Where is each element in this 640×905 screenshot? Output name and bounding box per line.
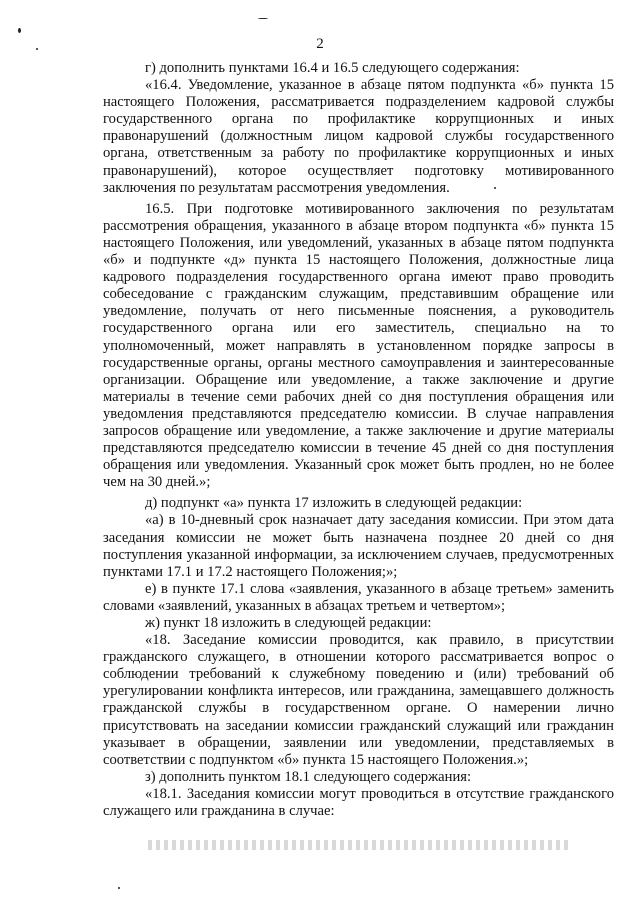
paragraph-a: «а) в 10-дневный срок назначает дату заседания комиссии. При этом дата заседания комиссии не может быть назначена позднее 20 дней со дня поступления указанной информации, за исключением случаев, предусмотренных пунктами 17.1 и 17.2 настоящего Положения;»; <box>103 512 614 580</box>
paragraph-18-1: «18.1. Заседания комиссии могут проводиться в отсутствие гражданского служащего или гражданина в случае: <box>103 785 614 820</box>
paragraph-e: е) в пункте 17.1 слова «заявления, указанного в абзаце третьем» заменить словами «заявлений, указанных в абзацах третьем и четвертом»; <box>103 580 614 614</box>
scan-speck <box>258 18 268 19</box>
scan-speck <box>18 28 21 33</box>
paragraph-z: з) дополнить пунктом 18.1 следующего содержания: <box>145 768 472 785</box>
paragraph-16-5: 16.5. При подготовке мотивированного заключения по результатам рассмотрения обращения, указанного в абзаце втором подпункта «б» пункта 15 настоящего Положения, или уведомлений, указанных в абзаце пятом подпункта «б» и подпункте «д» пункта 15 настоящего Положения, должностные лица кадрового подразделения государственного органа имеют право проводить собеседование с гражданским служащим, представившим обращение или уведомление, получать от него письменные пояснения, а руководитель государственного органа или его заместитель, специально на то уполномоченный, может направлять в установленном порядке запросы в государственные органы, органы местного самоуправления и заинтересованные организации. Обращение или уведомление, а также заключение и другие материалы в течение семи рабочих дней со дня поступления обращения или уведомления представляются председателю комиссии. В случае направления запросов обращение или уведомление, а также заключение и другие материалы представляются председателю комиссии в течение 45 дней со дня поступления обращения или уведомления. Указанный срок может быть продлен, но не более чем на 30 дней.»; <box>103 200 614 491</box>
paragraph-zh: ж) пункт 18 изложить в следующей редакции: <box>145 615 432 631</box>
scan-speck <box>118 887 120 889</box>
cut-off-text-line <box>148 840 568 850</box>
page-number: 2 <box>316 36 324 52</box>
paragraph-18: «18. Заседание комиссии проводится, как правило, в присутствии гражданского служащего, в отношении которого рассматривается вопрос о соблюдении требований к служебному поведению и (или) требований об урегулировании конфликта интересов, или гражданина, замещавшего должность гражданской службы в государственном органе. О намерении лично присутствовать на заседании комиссии гражданский служащий или гражданин указывает в обращении, заявлении или уведомлении, представляемых в соответствии с подпунктом «б» пункта 15 настоящего Положения.»; <box>103 632 614 768</box>
paragraph-16-4: «16.4. Уведомление, указанное в абзаце пятом подпункта «б» пункта 15 настоящего Положения, рассматривается подразделением кадровой службы государственного органа по профилактике коррупционных и иных правонарушений (должностным лицом кадровой службы государственного органа, ответственным за работу по профилактике коррупционных и иных правонарушений), которое осуществляет подготовку мотивированного заключения по результатам рассмотрения уведомления. <box>103 77 614 196</box>
paragraph-d: д) подпункт «а» пункта 17 изложить в следующей редакции: <box>145 495 523 512</box>
document-body <box>103 60 614 820</box>
paragraph-g: г) дополнить пунктами 16.4 и 16.5 следующего содержания: <box>145 60 520 76</box>
